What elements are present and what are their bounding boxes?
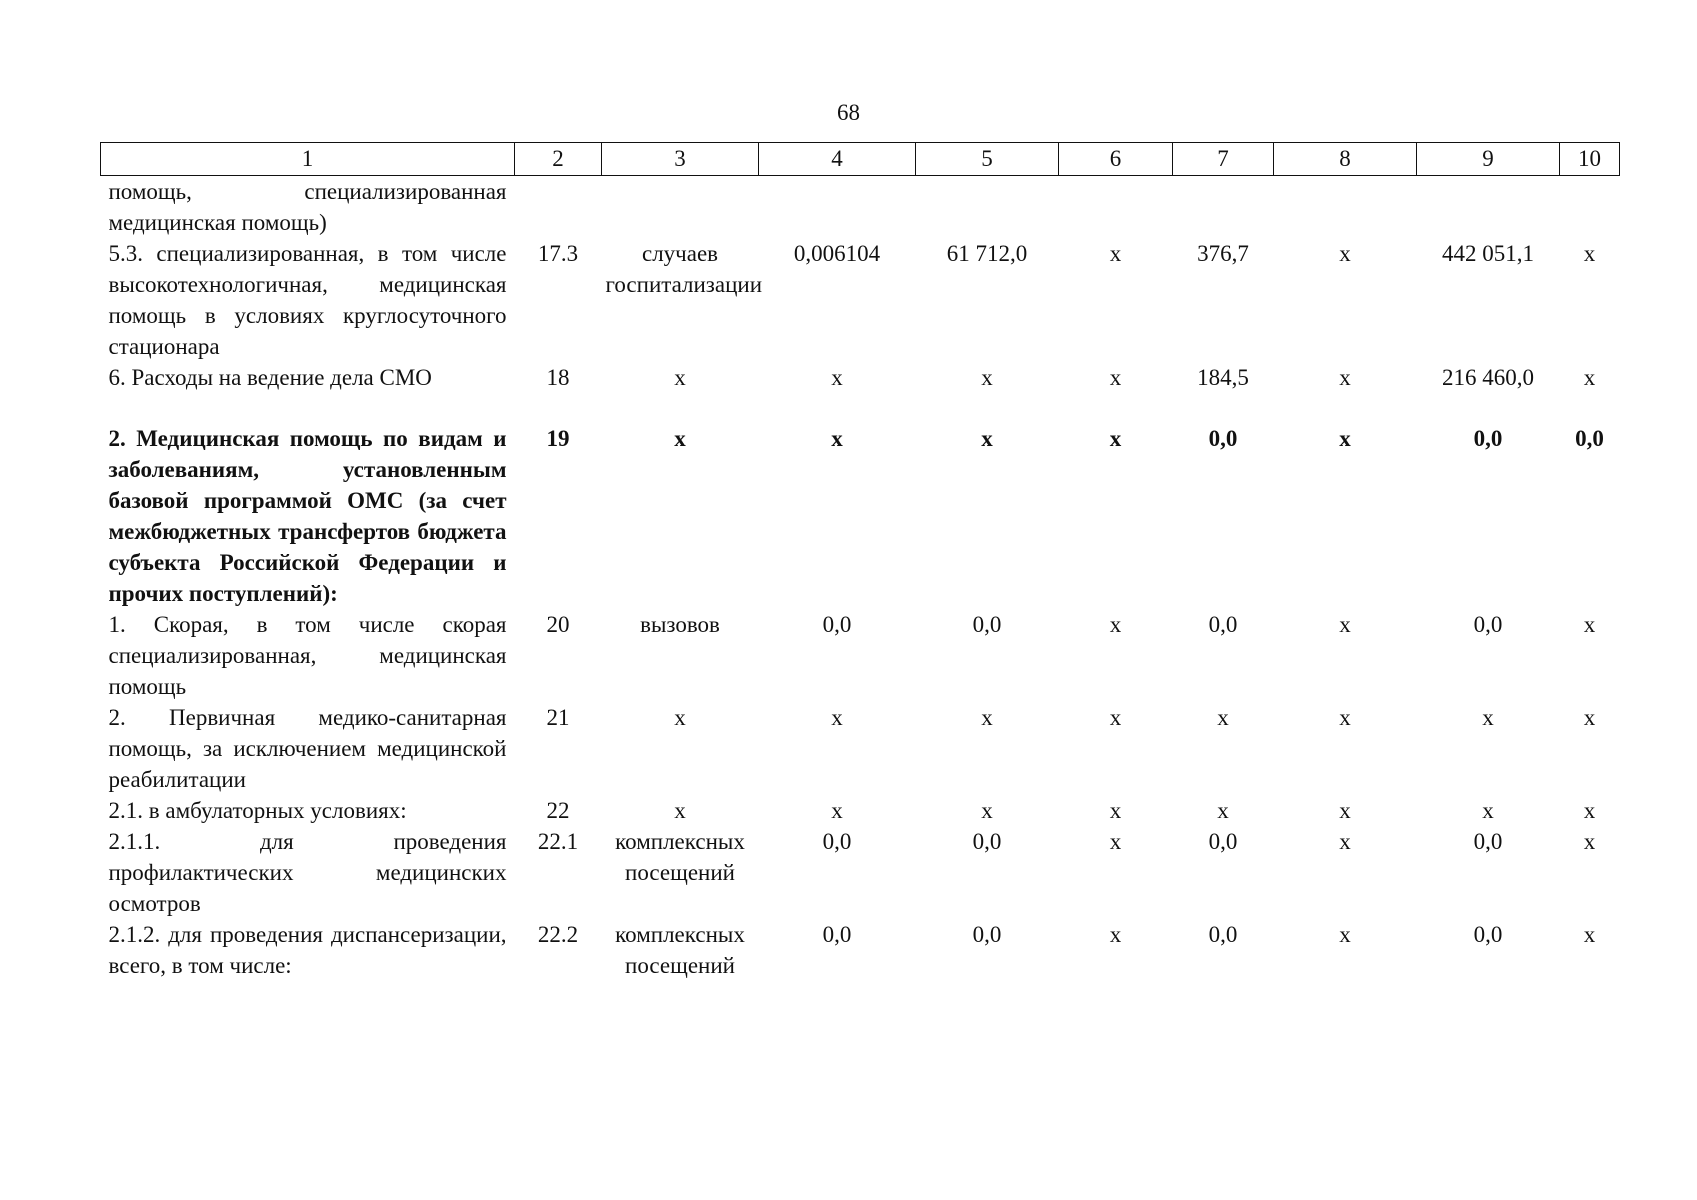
row-value-cell: х xyxy=(1583,798,1596,823)
page-number: 68 xyxy=(837,100,860,125)
row-value-cell: х xyxy=(1339,426,1351,451)
row-value-cell: 19 xyxy=(546,426,570,451)
col-header: 4 xyxy=(759,143,916,176)
row-value-cell: х xyxy=(831,426,843,451)
row-value-cell: х xyxy=(1583,365,1596,390)
row-value-cell: х xyxy=(1339,705,1351,730)
row-value-cell: 61 712,0 xyxy=(946,241,1028,266)
row-value-cell: х xyxy=(674,365,686,390)
row-value-cell: случаев госпитализации xyxy=(605,241,763,297)
row-name-cell: 1. Скорая, в том числе скорая специализированная, медицинская помощь xyxy=(108,612,507,699)
row-value-cell xyxy=(1059,176,1173,239)
row-value-cell: х xyxy=(981,426,993,451)
row-value-cell: х xyxy=(1583,241,1596,266)
col-header: 8 xyxy=(1274,143,1417,176)
row-value-cell: х xyxy=(674,426,686,451)
row-value-cell xyxy=(1560,176,1620,239)
row-value-cell: х xyxy=(981,705,993,730)
row-value-cell xyxy=(1173,176,1274,239)
row-value-cell xyxy=(1274,176,1417,239)
row-value-cell: 0,0 xyxy=(1208,922,1238,947)
row-value-cell: х xyxy=(1109,922,1122,947)
table-row xyxy=(101,702,1620,795)
row-value-cell: 0,0 xyxy=(1208,426,1238,451)
row-value-cell: 0,0 xyxy=(972,922,1002,947)
row-value-cell: 442 051,1 xyxy=(1442,241,1534,266)
col-header: 9 xyxy=(1417,143,1560,176)
row-value-cell: 20 xyxy=(546,612,570,637)
row-value-cell: х xyxy=(1217,798,1229,823)
row-value-cell: 0,0 xyxy=(1473,829,1503,854)
row-value-cell: х xyxy=(1339,798,1351,823)
expenditure-table xyxy=(100,142,1620,981)
row-name-cell: 2.1.1. для проведения профилактических медицинских осмотров xyxy=(108,829,507,916)
row-value-cell: х xyxy=(1583,922,1596,947)
row-value-cell: х xyxy=(981,365,993,390)
row-value-cell: 17.3 xyxy=(537,241,579,266)
row-value-cell: х xyxy=(1339,241,1351,266)
row-value-cell: комплексных посещений xyxy=(615,829,745,885)
table-row xyxy=(101,919,1620,981)
row-value-cell: 0,0 xyxy=(1575,426,1604,451)
row-value-cell: х xyxy=(1217,705,1229,730)
row-value-cell: х xyxy=(1482,705,1494,730)
row-value-cell: комплексных посещений xyxy=(615,922,745,978)
col-header: 7 xyxy=(1173,143,1274,176)
table-row xyxy=(101,609,1620,702)
row-value-cell: 0,0 xyxy=(822,922,852,947)
table-row xyxy=(101,238,1620,362)
row-name-cell: 5.3. специализированная, в том числе высокотехнологичная, медицинская помощь в условиях круглосуточного стационара xyxy=(108,241,507,359)
row-value-cell: х xyxy=(1109,365,1122,390)
row-value-cell: х xyxy=(1109,798,1122,823)
row-value-cell: 22 xyxy=(546,798,570,823)
row-value-cell xyxy=(759,176,916,239)
row-value-cell: 0,0 xyxy=(1473,426,1503,451)
row-name-cell: 6. Расходы на ведение дела СМО xyxy=(108,365,432,390)
row-value-cell xyxy=(602,176,759,239)
table-row xyxy=(101,393,1620,609)
row-value-cell: х xyxy=(831,798,843,823)
row-value-cell: х xyxy=(831,365,843,390)
row-value-cell: х xyxy=(1339,365,1351,390)
row-value-cell xyxy=(1417,176,1560,239)
row-value-cell: вызовов xyxy=(640,612,720,637)
row-value-cell: 21 xyxy=(546,705,570,730)
table-row xyxy=(101,795,1620,826)
row-value-cell xyxy=(515,176,602,239)
col-header: 1 xyxy=(101,143,515,176)
row-value-cell: х xyxy=(674,798,686,823)
row-value-cell: 18 xyxy=(546,365,570,390)
row-value-cell: х xyxy=(1583,829,1596,854)
row-value-cell: х xyxy=(981,798,993,823)
row-value-cell: 22.2 xyxy=(537,922,579,947)
row-value-cell: х xyxy=(1109,829,1122,854)
row-value-cell: 216 460,0 xyxy=(1442,365,1534,390)
row-value-cell: х xyxy=(1109,705,1122,730)
col-header: 5 xyxy=(916,143,1059,176)
row-value-cell: х xyxy=(1109,426,1122,451)
col-header: 6 xyxy=(1059,143,1173,176)
row-value-cell: 376,7 xyxy=(1197,241,1249,266)
row-value-cell: х xyxy=(674,705,686,730)
row-value-cell: 0,0 xyxy=(1473,922,1503,947)
row-value-cell: 0,0 xyxy=(822,612,852,637)
row-name-cell: помощь, специализированная медицинская помощь) xyxy=(108,179,507,235)
row-name-cell: 2.1. в амбулаторных условиях: xyxy=(108,798,407,823)
row-name-cell: 2. Первичная медико-санитарная помощь, за исключением медицинской реабилитации xyxy=(108,705,507,792)
row-value-cell: х xyxy=(1339,829,1351,854)
row-value-cell: 0,006104 xyxy=(793,241,881,266)
row-value-cell: х xyxy=(1339,612,1351,637)
row-value-cell: х xyxy=(1583,705,1596,730)
row-name-cell: 2. Медицинская помощь по видам и заболеваниям, установленным базовой программой ОМС (за счет межбюджетных трансфертов бюджета субъекта Российской Федерации и прочих поступлений): xyxy=(108,426,507,606)
table-row xyxy=(101,362,1620,393)
row-value-cell: х xyxy=(1109,241,1122,266)
table-row xyxy=(101,176,1620,239)
row-value-cell: х xyxy=(1109,612,1122,637)
row-value-cell: х xyxy=(831,705,843,730)
row-value-cell: х xyxy=(1482,798,1494,823)
table-row xyxy=(101,826,1620,919)
row-value-cell: 22.1 xyxy=(537,829,579,854)
row-value-cell: 0,0 xyxy=(822,829,852,854)
row-value-cell: 0,0 xyxy=(972,829,1002,854)
row-value-cell: 0,0 xyxy=(1473,612,1503,637)
col-header: 2 xyxy=(515,143,602,176)
col-header: 10 xyxy=(1560,143,1620,176)
row-value-cell: х xyxy=(1583,612,1596,637)
row-value-cell: 0,0 xyxy=(972,612,1002,637)
row-value-cell: 184,5 xyxy=(1197,365,1249,390)
row-value-cell: 0,0 xyxy=(1208,612,1238,637)
row-value-cell: х xyxy=(1339,922,1351,947)
row-value-cell xyxy=(916,176,1059,239)
row-value-cell: 0,0 xyxy=(1208,829,1238,854)
row-name-cell: 2.1.2. для проведения диспансеризации, всего, в том числе: xyxy=(108,922,507,978)
col-header: 3 xyxy=(602,143,759,176)
column-number-header-row xyxy=(101,143,1620,176)
